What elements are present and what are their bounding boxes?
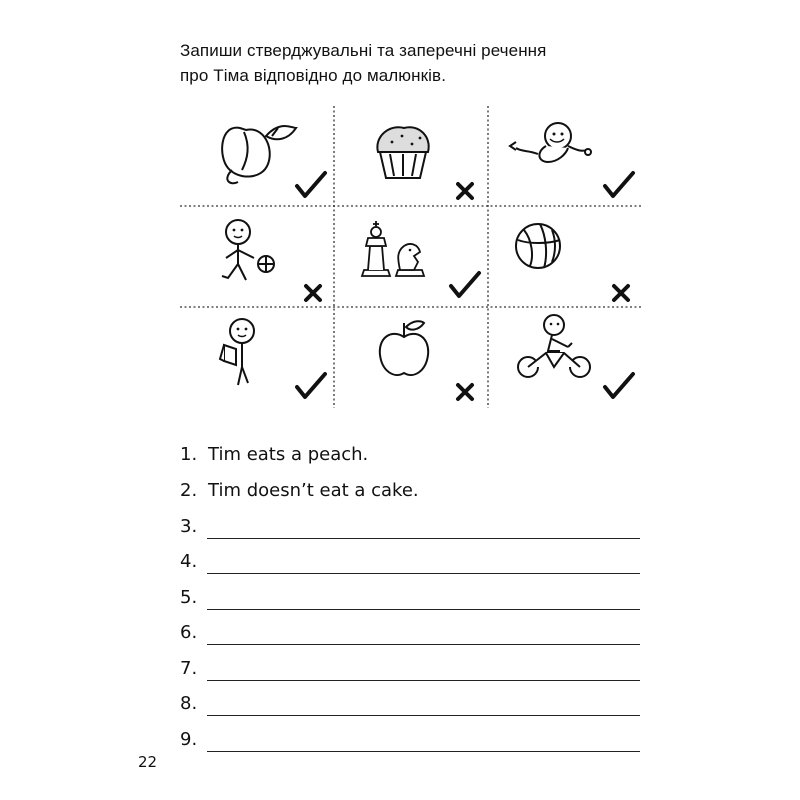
sentence-number: 1. bbox=[180, 444, 198, 465]
sentence-item[interactable] bbox=[180, 583, 640, 613]
sentence-item[interactable] bbox=[180, 618, 640, 648]
check-mark-icon bbox=[448, 270, 482, 300]
instruction-text bbox=[180, 38, 640, 88]
answer-line[interactable] bbox=[207, 609, 640, 610]
check-mark-icon bbox=[294, 371, 328, 401]
check-mark-icon bbox=[602, 170, 636, 200]
sentence-item[interactable] bbox=[180, 654, 640, 684]
answer-line[interactable] bbox=[207, 680, 640, 681]
sentence-number: 2. bbox=[180, 480, 198, 501]
sentence-item[interactable] bbox=[180, 547, 640, 577]
sentence-item[interactable] bbox=[180, 512, 640, 542]
answer-line[interactable] bbox=[207, 573, 640, 574]
sentence-item[interactable] bbox=[180, 689, 640, 719]
cross-mark-icon bbox=[610, 282, 632, 304]
answer-line[interactable] bbox=[207, 715, 640, 716]
sentence-number: 3. bbox=[180, 516, 198, 537]
answer-line[interactable] bbox=[207, 538, 640, 539]
sentence-number: 8. bbox=[180, 693, 198, 714]
answer-line[interactable] bbox=[207, 751, 640, 752]
picture-grid bbox=[180, 106, 642, 408]
sentence-text: Tim doesn’t eat a cake. bbox=[208, 480, 419, 501]
page-number: 22 bbox=[138, 753, 158, 771]
sentence-number: 7. bbox=[180, 658, 198, 679]
sentence-number: 4. bbox=[180, 551, 198, 572]
instruction-line-1: Запиши стверджувальні та заперечні речення bbox=[180, 41, 547, 60]
grid-cell-ball bbox=[488, 206, 642, 306]
sentence-text: Tim eats a peach. bbox=[208, 444, 369, 465]
check-mark-icon bbox=[294, 170, 328, 200]
answer-line[interactable] bbox=[207, 644, 640, 645]
grid-cell-chess bbox=[334, 206, 488, 306]
sentence-number: 9. bbox=[180, 729, 198, 750]
sentence-item bbox=[180, 440, 640, 470]
grid-cell-cycling bbox=[488, 307, 642, 407]
instruction-line-2: про Тіма відповідно до малюнків. bbox=[180, 66, 447, 85]
cross-mark-icon bbox=[302, 282, 324, 304]
grid-cell-reading bbox=[180, 307, 334, 407]
sentence-number: 5. bbox=[180, 587, 198, 608]
sentence-item[interactable] bbox=[180, 725, 640, 755]
grid-cell-peach bbox=[180, 106, 334, 206]
grid-cell-cupcake bbox=[334, 106, 488, 206]
sentence-number: 6. bbox=[180, 622, 198, 643]
sentence-item bbox=[180, 476, 640, 506]
grid-cell-apple bbox=[334, 307, 488, 407]
cross-mark-icon bbox=[454, 180, 476, 202]
cross-mark-icon bbox=[454, 381, 476, 403]
check-mark-icon bbox=[602, 371, 636, 401]
grid-cell-basketball bbox=[180, 206, 334, 306]
grid-cell-swimming bbox=[488, 106, 642, 206]
